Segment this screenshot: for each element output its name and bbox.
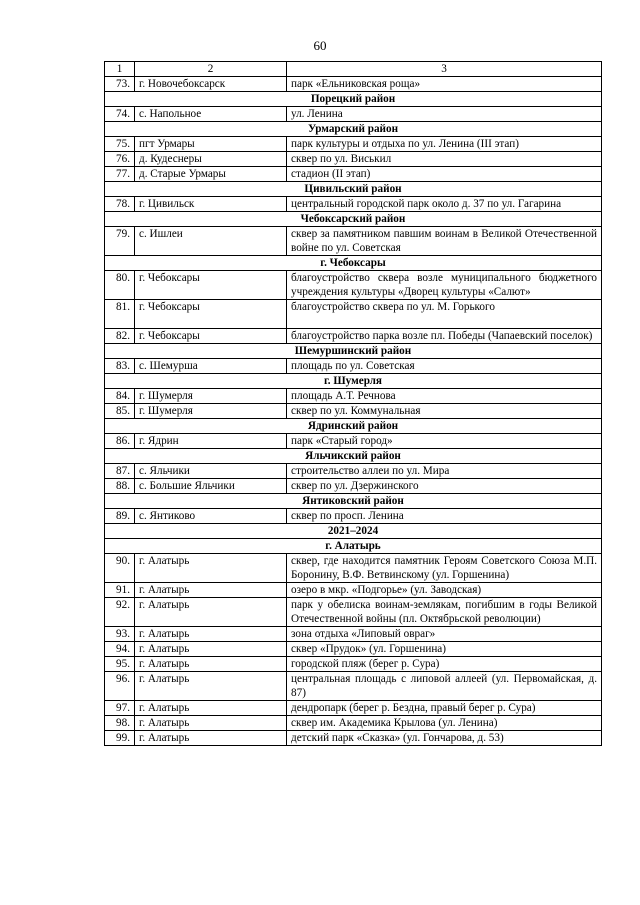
section-title: Чебоксарский район	[105, 212, 602, 227]
objects-table	[104, 61, 602, 746]
header-col-2: 2	[135, 62, 287, 77]
object-description: парк культуры и отдыха по ул. Ленина (III этап)	[287, 137, 602, 152]
section-title: Порецкий район	[105, 92, 602, 107]
place-name: с. Ишлеи	[135, 227, 287, 256]
object-description: благоустройство сквера возле муниципального бюджетного учреждения культуры «Дворец культуры «Салют»	[287, 271, 602, 300]
table-row	[105, 642, 602, 657]
place-name: с. Шемурша	[135, 359, 287, 374]
object-description: сквер, где находится памятник Героям Советского Союза М.П. Боронину, В.Ф. Ветвинскому (ул. Горшенина)	[287, 554, 602, 583]
object-description: благоустройство сквера по ул. М. Горького	[287, 300, 602, 329]
object-description: сквер по просп. Ленина	[287, 509, 602, 524]
table-body	[105, 77, 602, 746]
table-row	[105, 716, 602, 731]
section-title: Урмарский район	[105, 122, 602, 137]
table-header-row	[105, 62, 602, 77]
object-description: зона отдыха «Липовый овраг»	[287, 627, 602, 642]
section-header-row	[105, 344, 602, 359]
row-number: 86.	[105, 434, 135, 449]
object-description: парк «Ельниковская роща»	[287, 77, 602, 92]
object-description: сквер за памятником павшим воинам в Великой Отечественной войне по ул. Советская	[287, 227, 602, 256]
table-row	[105, 509, 602, 524]
row-number: 98.	[105, 716, 135, 731]
table-row	[105, 464, 602, 479]
place-name: г. Шумерля	[135, 404, 287, 419]
object-description: стадион (II этап)	[287, 167, 602, 182]
object-description: сквер по ул. Виськил	[287, 152, 602, 167]
row-number: 82.	[105, 329, 135, 344]
row-number: 83.	[105, 359, 135, 374]
table-row	[105, 672, 602, 701]
header-col-1: 1	[105, 62, 135, 77]
table-row	[105, 434, 602, 449]
place-name: с. Яльчики	[135, 464, 287, 479]
object-description: озеро в мкр. «Подгорье» (ул. Заводская)	[287, 583, 602, 598]
object-description: центральный городской парк около д. 37 по ул. Гагарина	[287, 197, 602, 212]
row-number: 74.	[105, 107, 135, 122]
section-header-row	[105, 182, 602, 197]
table-row	[105, 404, 602, 419]
row-number: 89.	[105, 509, 135, 524]
place-name: с. Янтиково	[135, 509, 287, 524]
object-description: площадь по ул. Советская	[287, 359, 602, 374]
table-row	[105, 107, 602, 122]
section-title: г. Чебоксары	[105, 256, 602, 271]
object-description: площадь А.Т. Речнова	[287, 389, 602, 404]
section-title: Ядринский район	[105, 419, 602, 434]
place-name: г. Алатырь	[135, 554, 287, 583]
table-row	[105, 479, 602, 494]
table-row	[105, 598, 602, 627]
row-number: 80.	[105, 271, 135, 300]
object-description: сквер «Прудок» (ул. Горшенина)	[287, 642, 602, 657]
header-col-3: 3	[287, 62, 602, 77]
place-name: д. Старые Урмары	[135, 167, 287, 182]
place-name: г. Алатырь	[135, 583, 287, 598]
place-name: г. Алатырь	[135, 716, 287, 731]
place-name: г. Чебоксары	[135, 329, 287, 344]
section-title: Шемуршинский район	[105, 344, 602, 359]
table-row	[105, 329, 602, 344]
place-name: г. Шумерля	[135, 389, 287, 404]
row-number: 85.	[105, 404, 135, 419]
section-title: Янтиковский район	[105, 494, 602, 509]
row-number: 76.	[105, 152, 135, 167]
object-description: детский парк «Сказка» (ул. Гончарова, д. 53)	[287, 731, 602, 746]
section-header-row	[105, 539, 602, 554]
section-title: Яльчикский район	[105, 449, 602, 464]
row-number: 91.	[105, 583, 135, 598]
row-number: 88.	[105, 479, 135, 494]
section-header-row	[105, 419, 602, 434]
place-name: г. Алатырь	[135, 598, 287, 627]
place-name: г. Чебоксары	[135, 271, 287, 300]
table-row	[105, 271, 602, 300]
place-name: г. Алатырь	[135, 672, 287, 701]
table-row	[105, 152, 602, 167]
object-description: сквер по ул. Дзержинского	[287, 479, 602, 494]
row-number: 75.	[105, 137, 135, 152]
place-name: с. Большие Яльчики	[135, 479, 287, 494]
table-row	[105, 227, 602, 256]
place-name: г. Алатырь	[135, 657, 287, 672]
section-header-row	[105, 494, 602, 509]
place-name: д. Кудеснеры	[135, 152, 287, 167]
row-number: 79.	[105, 227, 135, 256]
table-row	[105, 77, 602, 92]
table-row	[105, 359, 602, 374]
section-header-row	[105, 122, 602, 137]
row-number: 97.	[105, 701, 135, 716]
object-description: дендропарк (берег р. Бездна, правый берег р. Сура)	[287, 701, 602, 716]
object-description: ул. Ленина	[287, 107, 602, 122]
place-name: г. Чебоксары	[135, 300, 287, 329]
object-description: городской пляж (берег р. Сура)	[287, 657, 602, 672]
place-name: с. Напольное	[135, 107, 287, 122]
section-title: г. Шумерля	[105, 374, 602, 389]
table-row	[105, 554, 602, 583]
table-row	[105, 701, 602, 716]
section-title: Цивильский район	[105, 182, 602, 197]
section-title: г. Алатырь	[105, 539, 602, 554]
place-name: г. Алатырь	[135, 627, 287, 642]
place-name: г. Ядрин	[135, 434, 287, 449]
place-name: г. Новочебоксарск	[135, 77, 287, 92]
place-name: г. Цивильск	[135, 197, 287, 212]
row-number: 87.	[105, 464, 135, 479]
place-name: г. Алатырь	[135, 701, 287, 716]
object-description: строительство аллеи по ул. Мира	[287, 464, 602, 479]
object-description: парк «Старый город»	[287, 434, 602, 449]
place-name: г. Алатырь	[135, 731, 287, 746]
table-row	[105, 167, 602, 182]
row-number: 93.	[105, 627, 135, 642]
section-header-row	[105, 92, 602, 107]
object-description: благоустройство парка возле пл. Победы (Чапаевский поселок)	[287, 329, 602, 344]
row-number: 84.	[105, 389, 135, 404]
row-number: 77.	[105, 167, 135, 182]
table-row	[105, 300, 602, 329]
object-description: сквер им. Академика Крылова (ул. Ленина)	[287, 716, 602, 731]
place-name: пгт Урмары	[135, 137, 287, 152]
row-number: 78.	[105, 197, 135, 212]
table-row	[105, 389, 602, 404]
section-title: 2021–2024	[105, 524, 602, 539]
section-header-row	[105, 374, 602, 389]
table-row	[105, 583, 602, 598]
object-description: центральная площадь с липовой аллеей (ул. Первомайская, д. 87)	[287, 672, 602, 701]
section-header-row	[105, 524, 602, 539]
page-number: 60	[313, 38, 327, 53]
table-row	[105, 731, 602, 746]
section-header-row	[105, 449, 602, 464]
place-name: г. Алатырь	[135, 642, 287, 657]
row-number: 92.	[105, 598, 135, 627]
table-row	[105, 137, 602, 152]
row-number: 99.	[105, 731, 135, 746]
row-number: 81.	[105, 300, 135, 329]
object-description: сквер по ул. Коммунальная	[287, 404, 602, 419]
section-header-row	[105, 212, 602, 227]
row-number: 94.	[105, 642, 135, 657]
object-description: парк у обелиска воинам-землякам, погибшим в годы Великой Отечественной войны (пл. Октябрьской революции)	[287, 598, 602, 627]
row-number: 95.	[105, 657, 135, 672]
row-number: 96.	[105, 672, 135, 701]
row-number: 90.	[105, 554, 135, 583]
table-row	[105, 657, 602, 672]
section-header-row	[105, 256, 602, 271]
table-row	[105, 197, 602, 212]
table-row	[105, 627, 602, 642]
row-number: 73.	[105, 77, 135, 92]
